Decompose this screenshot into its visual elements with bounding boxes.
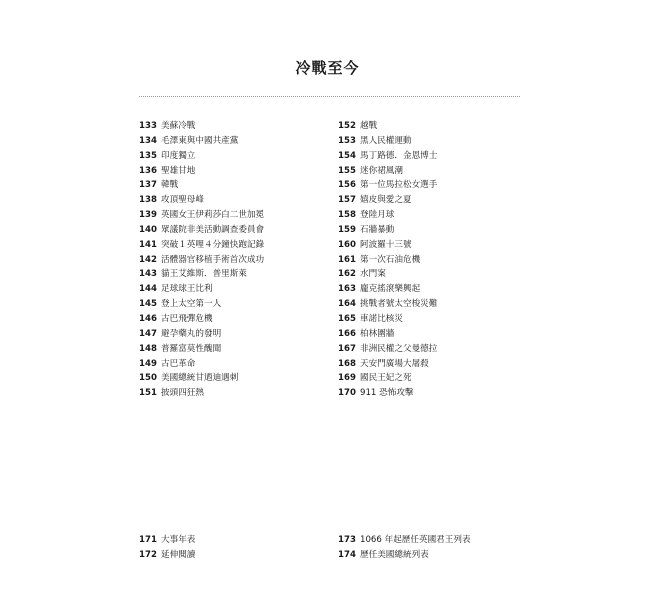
toc-page-number: 140 bbox=[139, 224, 157, 235]
toc-entry-title: 歷任美國總統列表 bbox=[360, 549, 429, 560]
toc-page-number: 158 bbox=[338, 210, 356, 221]
page-title: 冷戰至今 bbox=[295, 59, 360, 77]
toc-entry bbox=[139, 193, 264, 208]
toc-entry bbox=[338, 371, 437, 386]
toc-page-number: 160 bbox=[338, 239, 356, 250]
toc-page-number: 149 bbox=[139, 358, 157, 369]
toc-page-number: 168 bbox=[338, 358, 356, 369]
toc-entry-title: 印度獨立 bbox=[161, 150, 196, 161]
toc-entry-title: 貓王艾維斯．普里斯萊 bbox=[161, 269, 247, 280]
toc-entry bbox=[338, 327, 437, 342]
toc-entry-title: 國民王妃之死 bbox=[360, 373, 412, 384]
toc-entry-title: 石牆暴動 bbox=[360, 224, 395, 235]
toc-entry-title: 延伸閱讀 bbox=[161, 549, 196, 560]
toc-page-number: 153 bbox=[338, 135, 356, 146]
toc-entry-title: 非洲民權之父曼德拉 bbox=[360, 343, 438, 354]
toc-entry bbox=[338, 134, 437, 149]
toc-entry-title: 越戰 bbox=[360, 121, 378, 131]
toc-entry bbox=[338, 267, 437, 282]
toc-entry bbox=[139, 297, 264, 312]
appendix-column-right bbox=[338, 533, 471, 563]
toc-page-number: 166 bbox=[338, 328, 356, 339]
toc-page-number: 150 bbox=[139, 373, 157, 384]
toc-page-number: 155 bbox=[338, 165, 356, 176]
toc-entry bbox=[139, 208, 264, 223]
toc-entry-title: 眾議院非美活動調查委員會 bbox=[161, 224, 265, 235]
toc-entry-title: 車諾比核災 bbox=[360, 313, 403, 324]
toc-entry bbox=[338, 297, 437, 312]
toc-page-number: 174 bbox=[338, 549, 356, 560]
toc-entry bbox=[338, 357, 437, 372]
toc-entry bbox=[338, 178, 437, 193]
toc-page-number: 165 bbox=[338, 313, 356, 324]
toc-entry-title: 足球球王比利 bbox=[161, 284, 213, 295]
toc-entry-title: 挑戰者號太空梭災難 bbox=[360, 299, 438, 310]
toc-entry bbox=[139, 238, 264, 253]
toc-entry bbox=[139, 119, 264, 134]
toc-entry bbox=[338, 342, 437, 357]
toc-page-number: 157 bbox=[338, 195, 356, 206]
toc-page-number: 143 bbox=[139, 269, 157, 280]
toc-entry-title: 普羅富莫性醜聞 bbox=[161, 343, 222, 354]
toc-entry bbox=[338, 223, 437, 238]
toc-entry-title: 突破１英哩４分鐘快跑記錄 bbox=[161, 239, 265, 250]
toc-entry-title: 第一次石油危機 bbox=[360, 254, 421, 265]
toc-page-number: 136 bbox=[139, 165, 157, 176]
toc-entry-title: 古巴飛彈危機 bbox=[161, 313, 213, 324]
toc-entry-title: 毛澤東與中國共產黨 bbox=[161, 135, 239, 146]
toc-entry-title: 黑人民權運動 bbox=[360, 135, 412, 146]
toc-entry-title: 水門案 bbox=[360, 269, 386, 280]
toc-entry bbox=[338, 386, 437, 401]
toc-entry bbox=[139, 533, 195, 548]
title-divider bbox=[139, 96, 520, 97]
toc-entry bbox=[139, 282, 264, 297]
toc-entry bbox=[139, 342, 264, 357]
toc-page-number: 167 bbox=[338, 343, 356, 354]
toc-entry-title: 避孕藥丸的發明 bbox=[161, 328, 222, 339]
toc-entry bbox=[139, 134, 264, 149]
toc-column-right bbox=[338, 119, 437, 401]
toc-entry-title: 911 恐怖攻擊 bbox=[360, 388, 414, 399]
toc-entry-title: 古巴革命 bbox=[161, 358, 196, 369]
toc-entry bbox=[338, 533, 471, 548]
toc-page-number: 169 bbox=[338, 373, 356, 384]
toc-entry-title: 聖雄甘地 bbox=[161, 165, 196, 176]
toc-entry-title: 美國總統甘迺迪遇刺 bbox=[161, 373, 239, 384]
toc-entry-title: 大事年表 bbox=[161, 535, 196, 545]
toc-page-number: 163 bbox=[338, 284, 356, 295]
toc-entry bbox=[338, 164, 437, 179]
toc-page-number: 159 bbox=[338, 224, 356, 235]
toc-page-number: 134 bbox=[139, 135, 157, 146]
toc-page-number: 162 bbox=[338, 269, 356, 280]
toc-entry-title: 1066 年起歷任英國君王列表 bbox=[360, 535, 471, 545]
toc-entry-title: 龐克搖滾樂興起 bbox=[360, 284, 421, 295]
toc-entry bbox=[139, 223, 264, 238]
toc-page-number: 147 bbox=[139, 328, 157, 339]
toc-entry-title: 迷你裙風潮 bbox=[360, 165, 403, 176]
toc-page-number: 137 bbox=[139, 180, 157, 191]
toc-entry bbox=[139, 371, 264, 386]
toc-entry bbox=[139, 386, 264, 401]
toc-page-number: 146 bbox=[139, 313, 157, 324]
appendix-column-left bbox=[139, 533, 195, 563]
toc-entry bbox=[338, 253, 437, 268]
toc-entry-title: 韓戰 bbox=[161, 180, 179, 191]
toc-entry-title: 活體器官移植手術首次成功 bbox=[161, 254, 265, 265]
toc-entry bbox=[338, 149, 437, 164]
toc-page-number: 152 bbox=[338, 121, 356, 131]
toc-page-number: 161 bbox=[338, 254, 356, 265]
toc-page-number: 145 bbox=[139, 299, 157, 310]
toc-entry bbox=[338, 282, 437, 297]
toc-entry bbox=[338, 312, 437, 327]
toc-entry bbox=[139, 178, 264, 193]
toc-entry-title: 天安門廣場大屠殺 bbox=[360, 358, 429, 369]
toc-page-number: 170 bbox=[338, 388, 356, 399]
toc-page-number: 156 bbox=[338, 180, 356, 191]
toc-entry bbox=[338, 119, 437, 134]
toc-entry bbox=[139, 149, 264, 164]
toc-entry-title: 登上太空第一人 bbox=[161, 299, 222, 310]
toc-entry-title: 第一位馬拉松女選手 bbox=[360, 180, 438, 191]
toc-page-number: 172 bbox=[139, 549, 157, 560]
toc-entry-title: 柏林圍牆 bbox=[360, 328, 395, 339]
toc-entry bbox=[338, 193, 437, 208]
toc-page-number: 148 bbox=[139, 343, 157, 354]
toc-entry-title: 馬丁路德．金恩博士 bbox=[360, 150, 438, 161]
toc-entry bbox=[139, 548, 195, 563]
toc-entry-title: 嬉皮與愛之夏 bbox=[360, 195, 412, 206]
toc-page-number: 141 bbox=[139, 239, 157, 250]
toc-entry bbox=[139, 312, 264, 327]
toc-entry bbox=[338, 548, 471, 563]
toc-entry-title: 登陸月球 bbox=[360, 210, 395, 221]
toc-page-number: 154 bbox=[338, 150, 356, 161]
toc-column-left bbox=[139, 119, 264, 401]
toc-entry bbox=[139, 253, 264, 268]
toc-page-number: 173 bbox=[338, 535, 356, 545]
toc-page-number: 133 bbox=[139, 121, 157, 131]
toc-page-number: 171 bbox=[139, 535, 157, 545]
toc-entry bbox=[139, 267, 264, 282]
toc-entry-title: 攻頂聖母峰 bbox=[161, 195, 204, 206]
toc-page-number: 142 bbox=[139, 254, 157, 265]
toc-entry-title: 英國女王伊莉莎白二世加冕 bbox=[161, 210, 265, 221]
toc-page-number: 164 bbox=[338, 299, 356, 310]
toc-entry bbox=[139, 164, 264, 179]
toc-page-number: 139 bbox=[139, 210, 157, 221]
toc-entry bbox=[139, 357, 264, 372]
toc-page-number: 144 bbox=[139, 284, 157, 295]
toc-entry bbox=[338, 238, 437, 253]
toc-entry-title: 美蘇冷戰 bbox=[161, 121, 196, 131]
toc-entry-title: 披頭四狂熱 bbox=[161, 388, 204, 399]
toc-page-number: 135 bbox=[139, 150, 157, 161]
toc-page-number: 138 bbox=[139, 195, 157, 206]
toc-entry bbox=[338, 208, 437, 223]
toc-entry-title: 阿波羅十三號 bbox=[360, 239, 412, 250]
toc-page-number: 151 bbox=[139, 388, 157, 399]
toc-entry bbox=[139, 327, 264, 342]
